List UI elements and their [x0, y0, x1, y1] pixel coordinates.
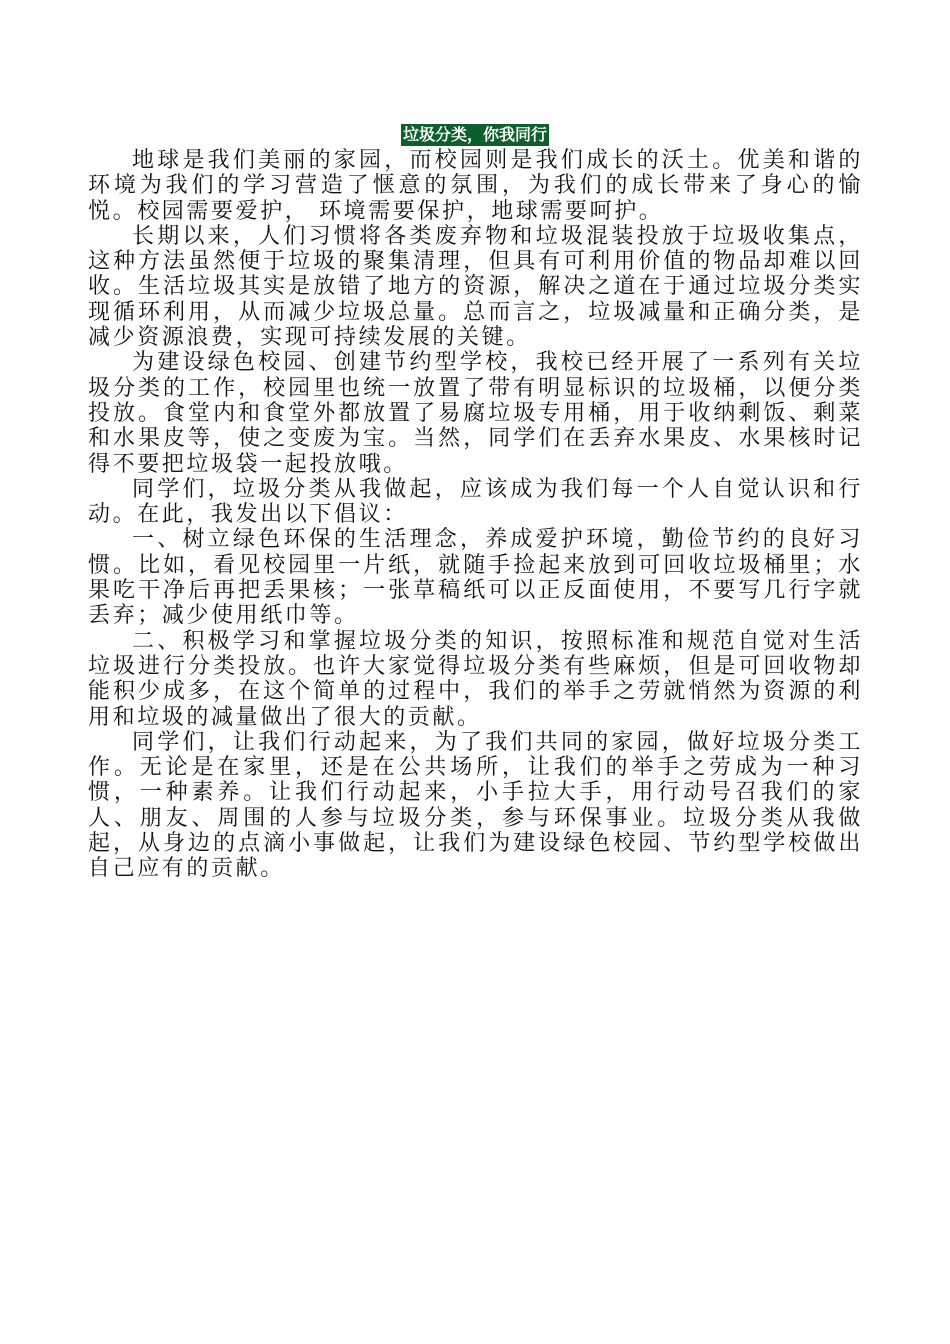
paragraph: 同学们，让我们行动起来，为了我们共同的家园，做好垃圾分类工作。无论是在家里，还是在公共场所，让我们的举手之劳成为一种习惯，一种素养。让我们行动起来，小手拉大手，用行动号召我们的家人、朋友、周围的人参与垃圾分类，参与环保事业。垃圾分类从我做起，从身边的点滴小事做起，让我们为建设绿色校园、节约型学校做出自己应有的贡献。	[88, 729, 863, 882]
paragraph: 长期以来，人们习惯将各类废弃物和垃圾混装投放于垃圾收集点，这种方法虽然便于垃圾的聚集清理，但具有可利用价值的物品却难以回收。生活垃圾其实是放错了地方的资源，解决之道在于通过垃圾分类实现循环利用，从而减少垃圾总量。总而言之，垃圾减量和正确分类，是减少资源浪费，实现可持续发展的关键。	[88, 223, 863, 351]
paragraph: 为建设绿色校园、创建节约型学校，我校已经开展了一系列有关垃圾分类的工作，校园里也统一放置了带有明显标识的垃圾桶，以便分类投放。食堂内和食堂外都放置了易腐垃圾专用桶，用于收纳剩饭、剩菜和水果皮等，使之变废为宝。当然，同学们在丢弃水果皮、水果核时记得不要把垃圾袋一起投放哦。	[88, 350, 863, 477]
document-title: 垃圾分类，你我同行	[402, 125, 547, 144]
paragraph: 地球是我们美丽的家园，而校园则是我们成长的沃土。优美和谐的环境为我们的学习营造了惬意的氛围，为我们的成长带来了身心的愉悦。校园需要爱护， 环境需要保护，地球需要呵护。	[88, 148, 863, 224]
title-container	[0, 124, 950, 146]
document-body	[88, 148, 863, 882]
paragraph: 同学们，垃圾分类从我做起，应该成为我们每一个人自觉认识和行动。在此，我发出以下倡议：	[88, 476, 863, 528]
paragraph: 二、积极学习和掌握垃圾分类的知识，按照标准和规范自觉对生活垃圾进行分类投放。也许大家觉得垃圾分类有些麻烦，但是可回收物却能积少成多，在这个简单的过程中，我们的举手之劳就悄然为资源的利用和垃圾的减量做出了很大的贡献。	[88, 628, 863, 730]
paragraph: 一、树立绿色环保的生活理念，养成爱护环境，勤俭节约的良好习惯。比如，看见校园里一片纸，就随手捡起来放到可回收垃圾桶里；水果吃干净后再把丢果核；一张草稿纸可以正反面使用，不要写几行字就丢弃；减少使用纸巾等。	[88, 527, 863, 629]
